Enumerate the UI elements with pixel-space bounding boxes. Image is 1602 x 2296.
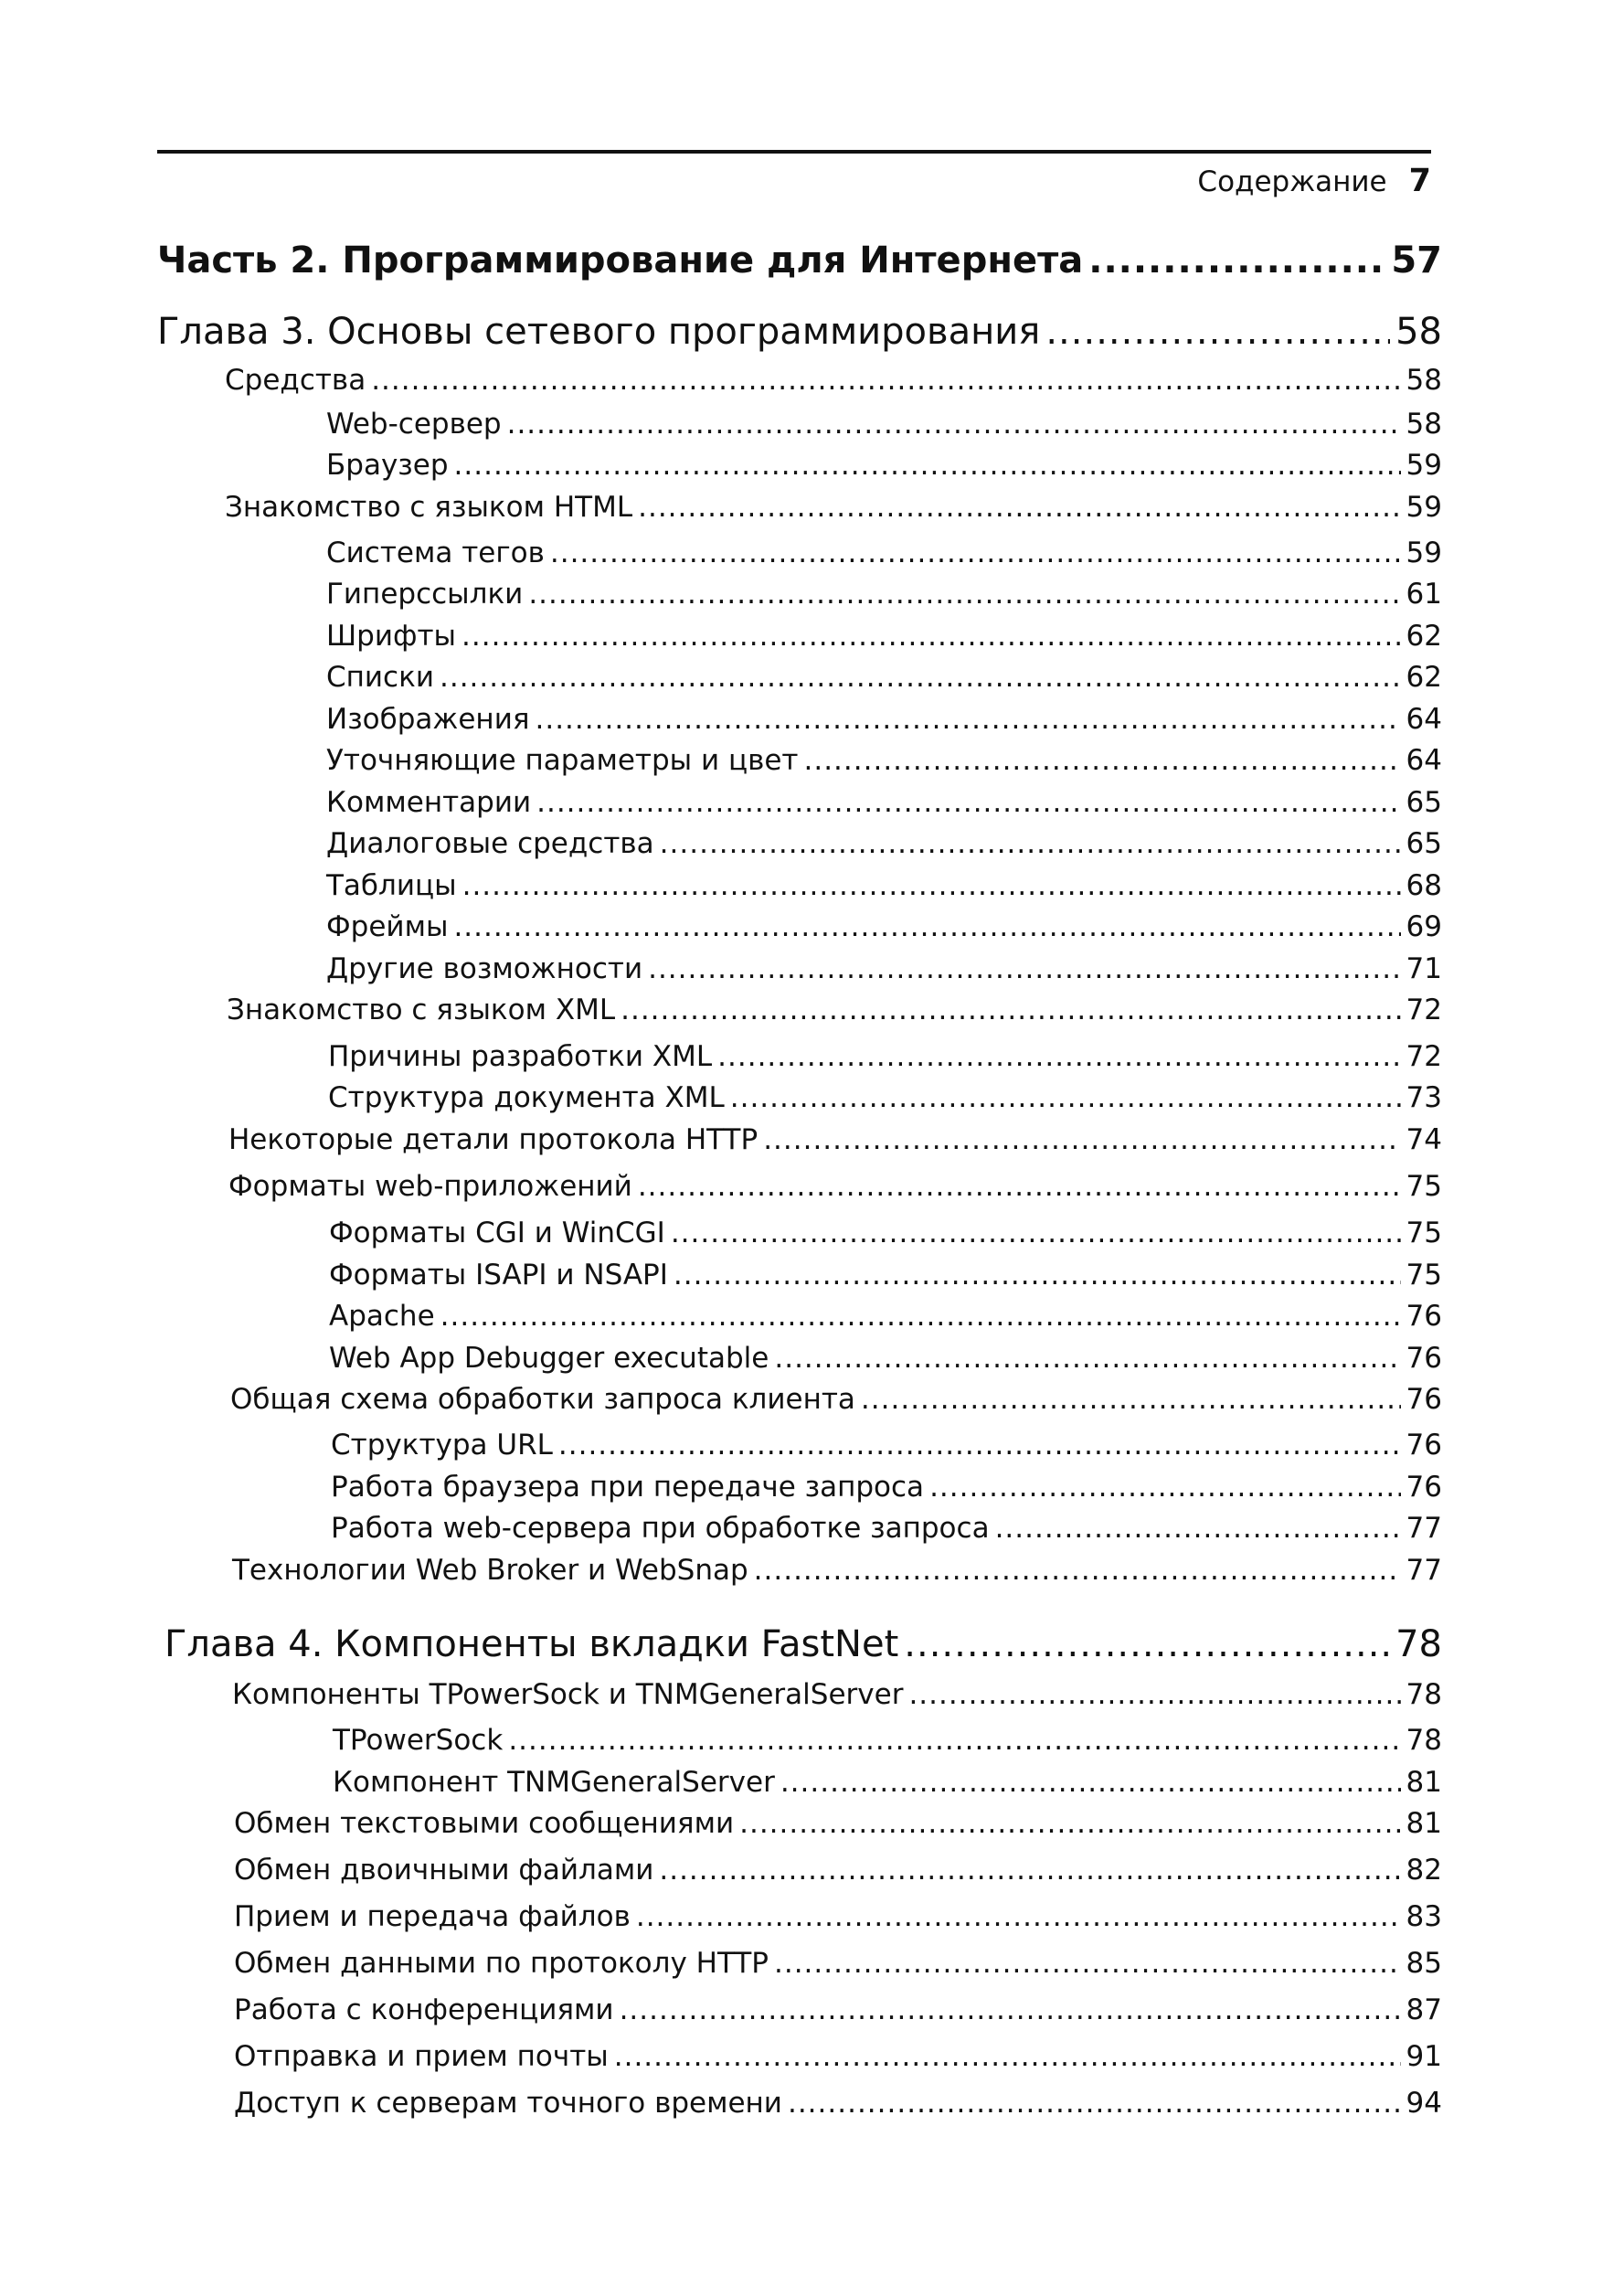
toc-section: Компоненты TPowerSock и TNMGeneralServer ..... 78 xyxy=(232,1678,1442,1711)
toc-subsection: Работа web-сервера при обработке запроса ..... 77 xyxy=(331,1512,1442,1545)
toc-section: Средства ..... 58 xyxy=(225,364,1442,397)
toc-subsection: Apache ..... 76 xyxy=(329,1300,1442,1333)
toc-subsection: Web App Debugger executable ..... 76 xyxy=(329,1342,1442,1375)
toc-section: Обмен текстовыми сообщениями ..... 81 xyxy=(234,1807,1442,1840)
toc-section: Работа с конференциями ..... 87 xyxy=(234,1993,1442,2026)
toc-subsection: Таблицы ..... 68 xyxy=(326,869,1442,902)
toc-section: Знакомство с языком XML ..... 72 xyxy=(227,994,1442,1026)
toc-section: Прием и передача файлов ..... 83 xyxy=(234,1900,1442,1933)
running-header-title: Содержание xyxy=(1197,165,1387,198)
toc-subsection: Работа браузера при передаче запроса ..... 76 xyxy=(331,1471,1442,1504)
toc-section: Технологии Web Broker и WebSnap ..... 77 xyxy=(232,1554,1442,1587)
toc-subsection: Диалоговые средства ..... 65 xyxy=(326,827,1442,860)
page-number: 7 xyxy=(1408,163,1431,199)
toc-subsection: Система тегов ..... 59 xyxy=(326,537,1442,569)
toc-subsection: Списки ..... 62 xyxy=(326,661,1442,694)
toc-subsection: Web-сервер ..... 58 xyxy=(326,408,1442,441)
toc-subsection: Форматы CGI и WinCGI ..... 75 xyxy=(329,1217,1442,1249)
toc-subsection: Комментарии ..... 65 xyxy=(326,786,1442,819)
toc-chapter-heading: Глава 4. Компоненты вкладки FastNet ..... 78 xyxy=(164,1623,1442,1665)
toc-part-heading: Часть 2. Программирование для Интернета ..... 57 xyxy=(157,239,1442,282)
toc-subsection: Другие возможности ..... 71 xyxy=(326,952,1442,985)
header-rule xyxy=(157,150,1431,154)
toc-subsection: Фреймы ..... 69 xyxy=(326,910,1442,943)
toc-subsection: Шрифты ..... 62 xyxy=(326,620,1442,653)
toc-subsection: Браузер ..... 59 xyxy=(326,449,1442,482)
toc-section: Обмен двоичными файлами ..... 82 xyxy=(234,1854,1442,1887)
toc-section: Общая схема обработки запроса клиента ..... 76 xyxy=(230,1383,1442,1416)
toc-subsection: Структура URL ..... 76 xyxy=(331,1429,1442,1462)
toc-section: Обмен данными по протоколу HTTP ..... 85 xyxy=(234,1947,1442,1980)
toc-subsection: Структура документа XML ..... 73 xyxy=(328,1081,1442,1114)
toc-subsection: Изображения ..... 64 xyxy=(326,703,1442,736)
toc-section: Отправка и прием почты ..... 91 xyxy=(234,2040,1442,2073)
toc-subsection: Гиперссылки ..... 61 xyxy=(326,578,1442,611)
toc-subsection: Форматы ISAPI и NSAPI ..... 75 xyxy=(329,1259,1442,1292)
toc-section: Доступ к серверам точного времени ..... 94 xyxy=(234,2087,1442,2120)
toc-section: Форматы web-приложений ..... 75 xyxy=(228,1170,1442,1203)
toc-subsection: TPowerSock ..... 78 xyxy=(333,1724,1442,1757)
toc-section: Некоторые детали протокола HTTP ..... 74 xyxy=(228,1123,1442,1156)
toc-subsection: Уточняющие параметры и цвет ..... 64 xyxy=(326,744,1442,777)
running-header xyxy=(1197,163,1431,203)
toc-subsection: Компонент TNMGeneralServer ..... 81 xyxy=(333,1766,1442,1799)
toc-chapter-heading: Глава 3. Основы сетевого программирования ..... 58 xyxy=(157,311,1442,353)
toc-section: Знакомство с языком HTML ..... 59 xyxy=(225,491,1442,524)
toc-subsection: Причины разработки XML ..... 72 xyxy=(328,1040,1442,1073)
